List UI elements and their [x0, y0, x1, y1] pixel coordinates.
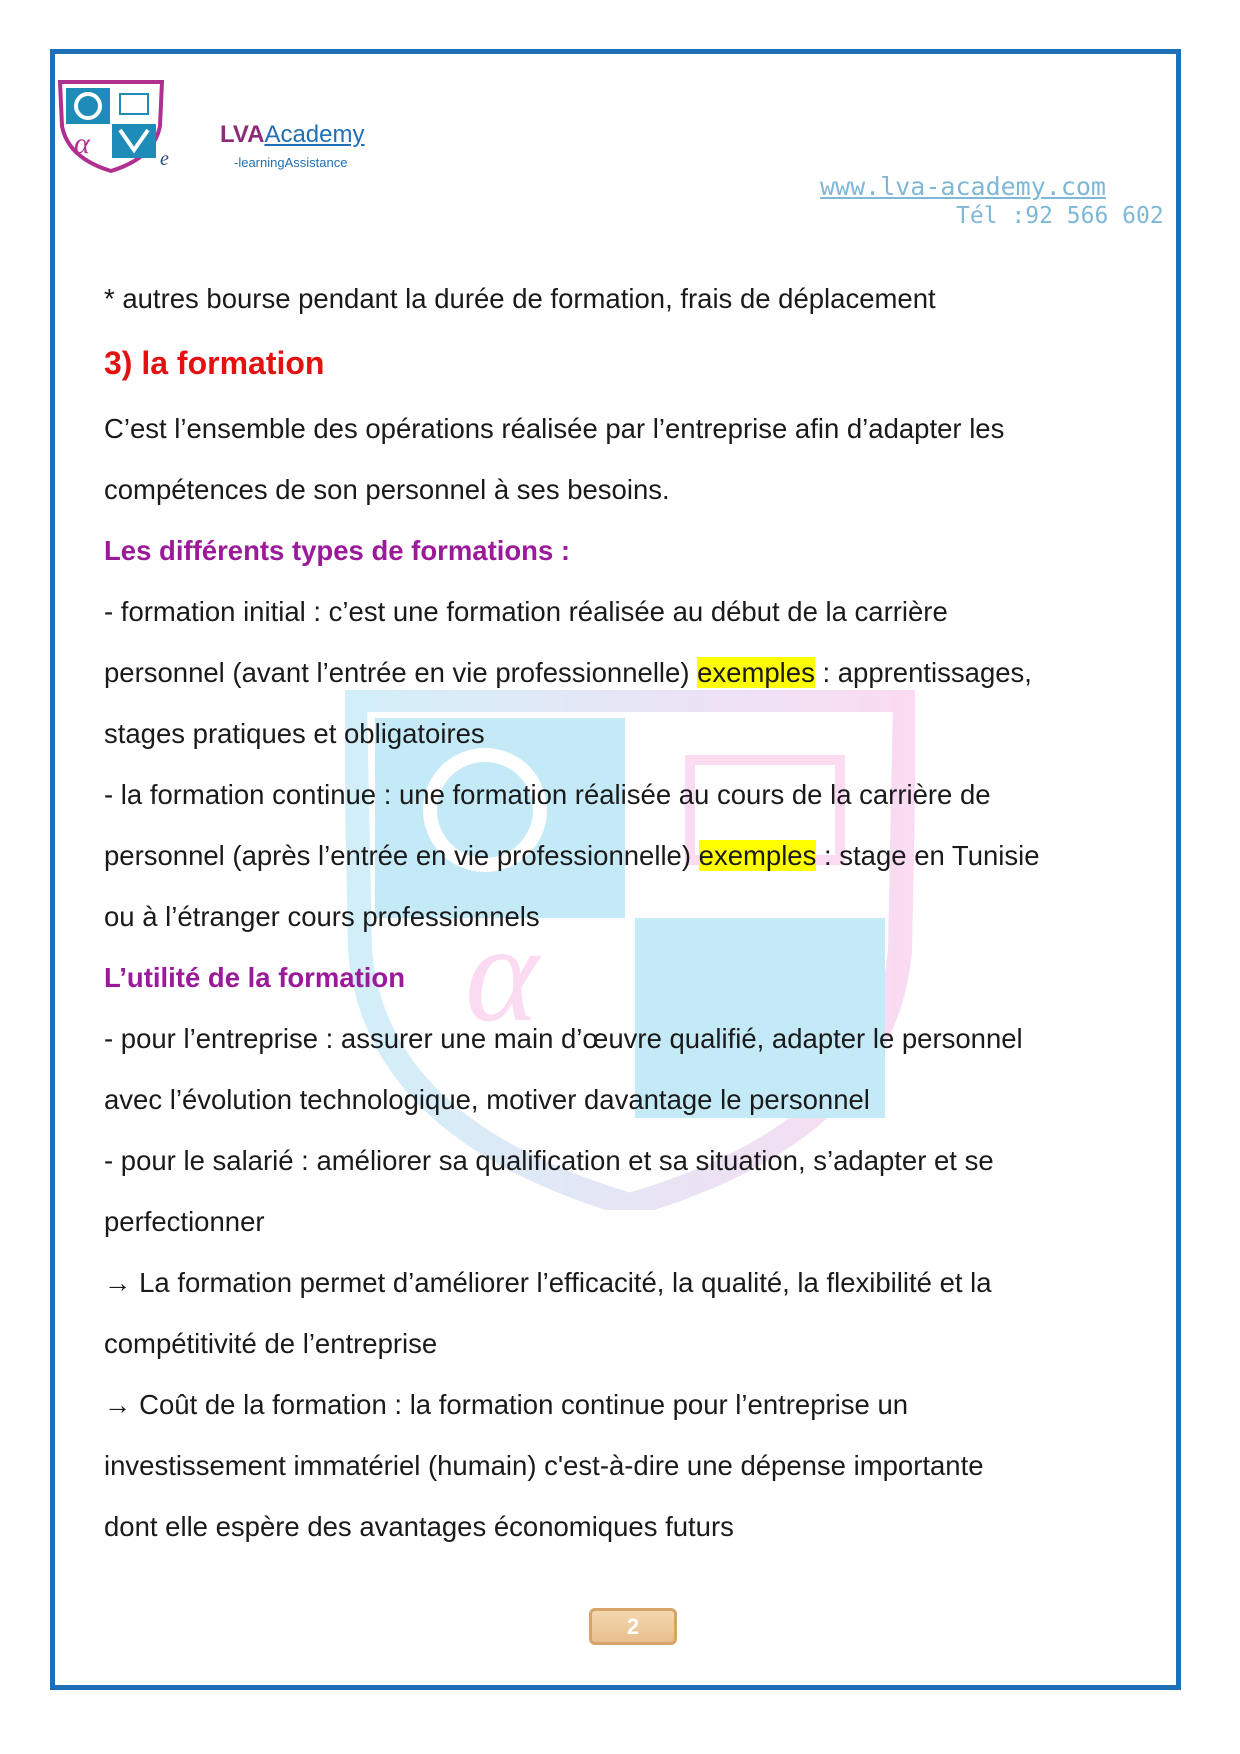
text-line: dont elle espère des avantages économiques futurs [104, 1511, 734, 1542]
highlighted-word: exemples [698, 840, 817, 871]
text-fragment: : apprentissages, [814, 657, 1032, 688]
phone-number: Tél :92 566 602 [956, 203, 1164, 229]
text-line [104, 840, 1040, 872]
text-line: - formation initial : c’est une formation réalisée au début de la carrière [104, 596, 948, 627]
text-line: → Coût de la formation : la formation continue pour l’entreprise un [104, 1389, 909, 1420]
subheading-types: Les différents types de formations : [104, 535, 571, 566]
text-fragment: personnel (après l’entrée en vie professionnelle) [104, 840, 699, 871]
text-line: stages pratiques et obligatoires [104, 718, 485, 749]
section-heading: 3) la formation [104, 345, 325, 381]
logo-letter: e [160, 148, 169, 170]
text-line: - pour le salarié : améliorer sa qualification et sa situation, s’adapter et se [104, 1145, 994, 1176]
text-line: avec l’évolution technologique, motiver davantage le personnel [104, 1084, 870, 1115]
academy-logo [56, 78, 166, 173]
text-line: → La formation permet d’améliorer l’efficacité, la qualité, la flexibilité et la [104, 1267, 992, 1298]
text-line [104, 657, 1032, 689]
text-line: investissement immatériel (humain) c'est-à-dire une dépense importante [104, 1450, 984, 1481]
text-fragment: : stage en Tunisie [816, 840, 1040, 871]
subheading-utility: L’utilité de la formation [104, 962, 405, 993]
text-line: - pour l’entreprise : assurer une main d’œuvre qualifié, adapter le personnel [104, 1023, 1023, 1054]
brand-name [220, 121, 364, 149]
text-line: compétences de son personnel à ses besoins. [104, 474, 670, 505]
svg-text:α: α [74, 127, 90, 160]
website-link[interactable]: www.lva-academy.com [820, 172, 1106, 201]
text-line: compétitivité de l’entreprise [104, 1328, 438, 1359]
text-line: perfectionner [104, 1206, 265, 1237]
highlighted-word: exemples [697, 657, 815, 688]
brand-tagline: -learningAssistance [234, 155, 348, 170]
brand-academy: Academy [264, 121, 365, 148]
text-line: C’est l’ensemble des opérations réalisée par l’entreprise afin d’adapter les [104, 413, 1005, 444]
text-line: ou à l’étranger cours professionnels [104, 901, 540, 932]
text-fragment: personnel (avant l’entrée en vie professionnelle) [104, 657, 698, 688]
text-line: * autres bourse pendant la durée de formation, frais de déplacement [104, 283, 936, 314]
page-number: 2 [589, 1608, 677, 1645]
svg-text:α: α [465, 896, 539, 1051]
watermark-logo [345, 690, 915, 1210]
brand-lva: LVA [220, 121, 265, 148]
text-line: - la formation continue : une formation réalisée au cours de la carrière de [104, 779, 991, 810]
